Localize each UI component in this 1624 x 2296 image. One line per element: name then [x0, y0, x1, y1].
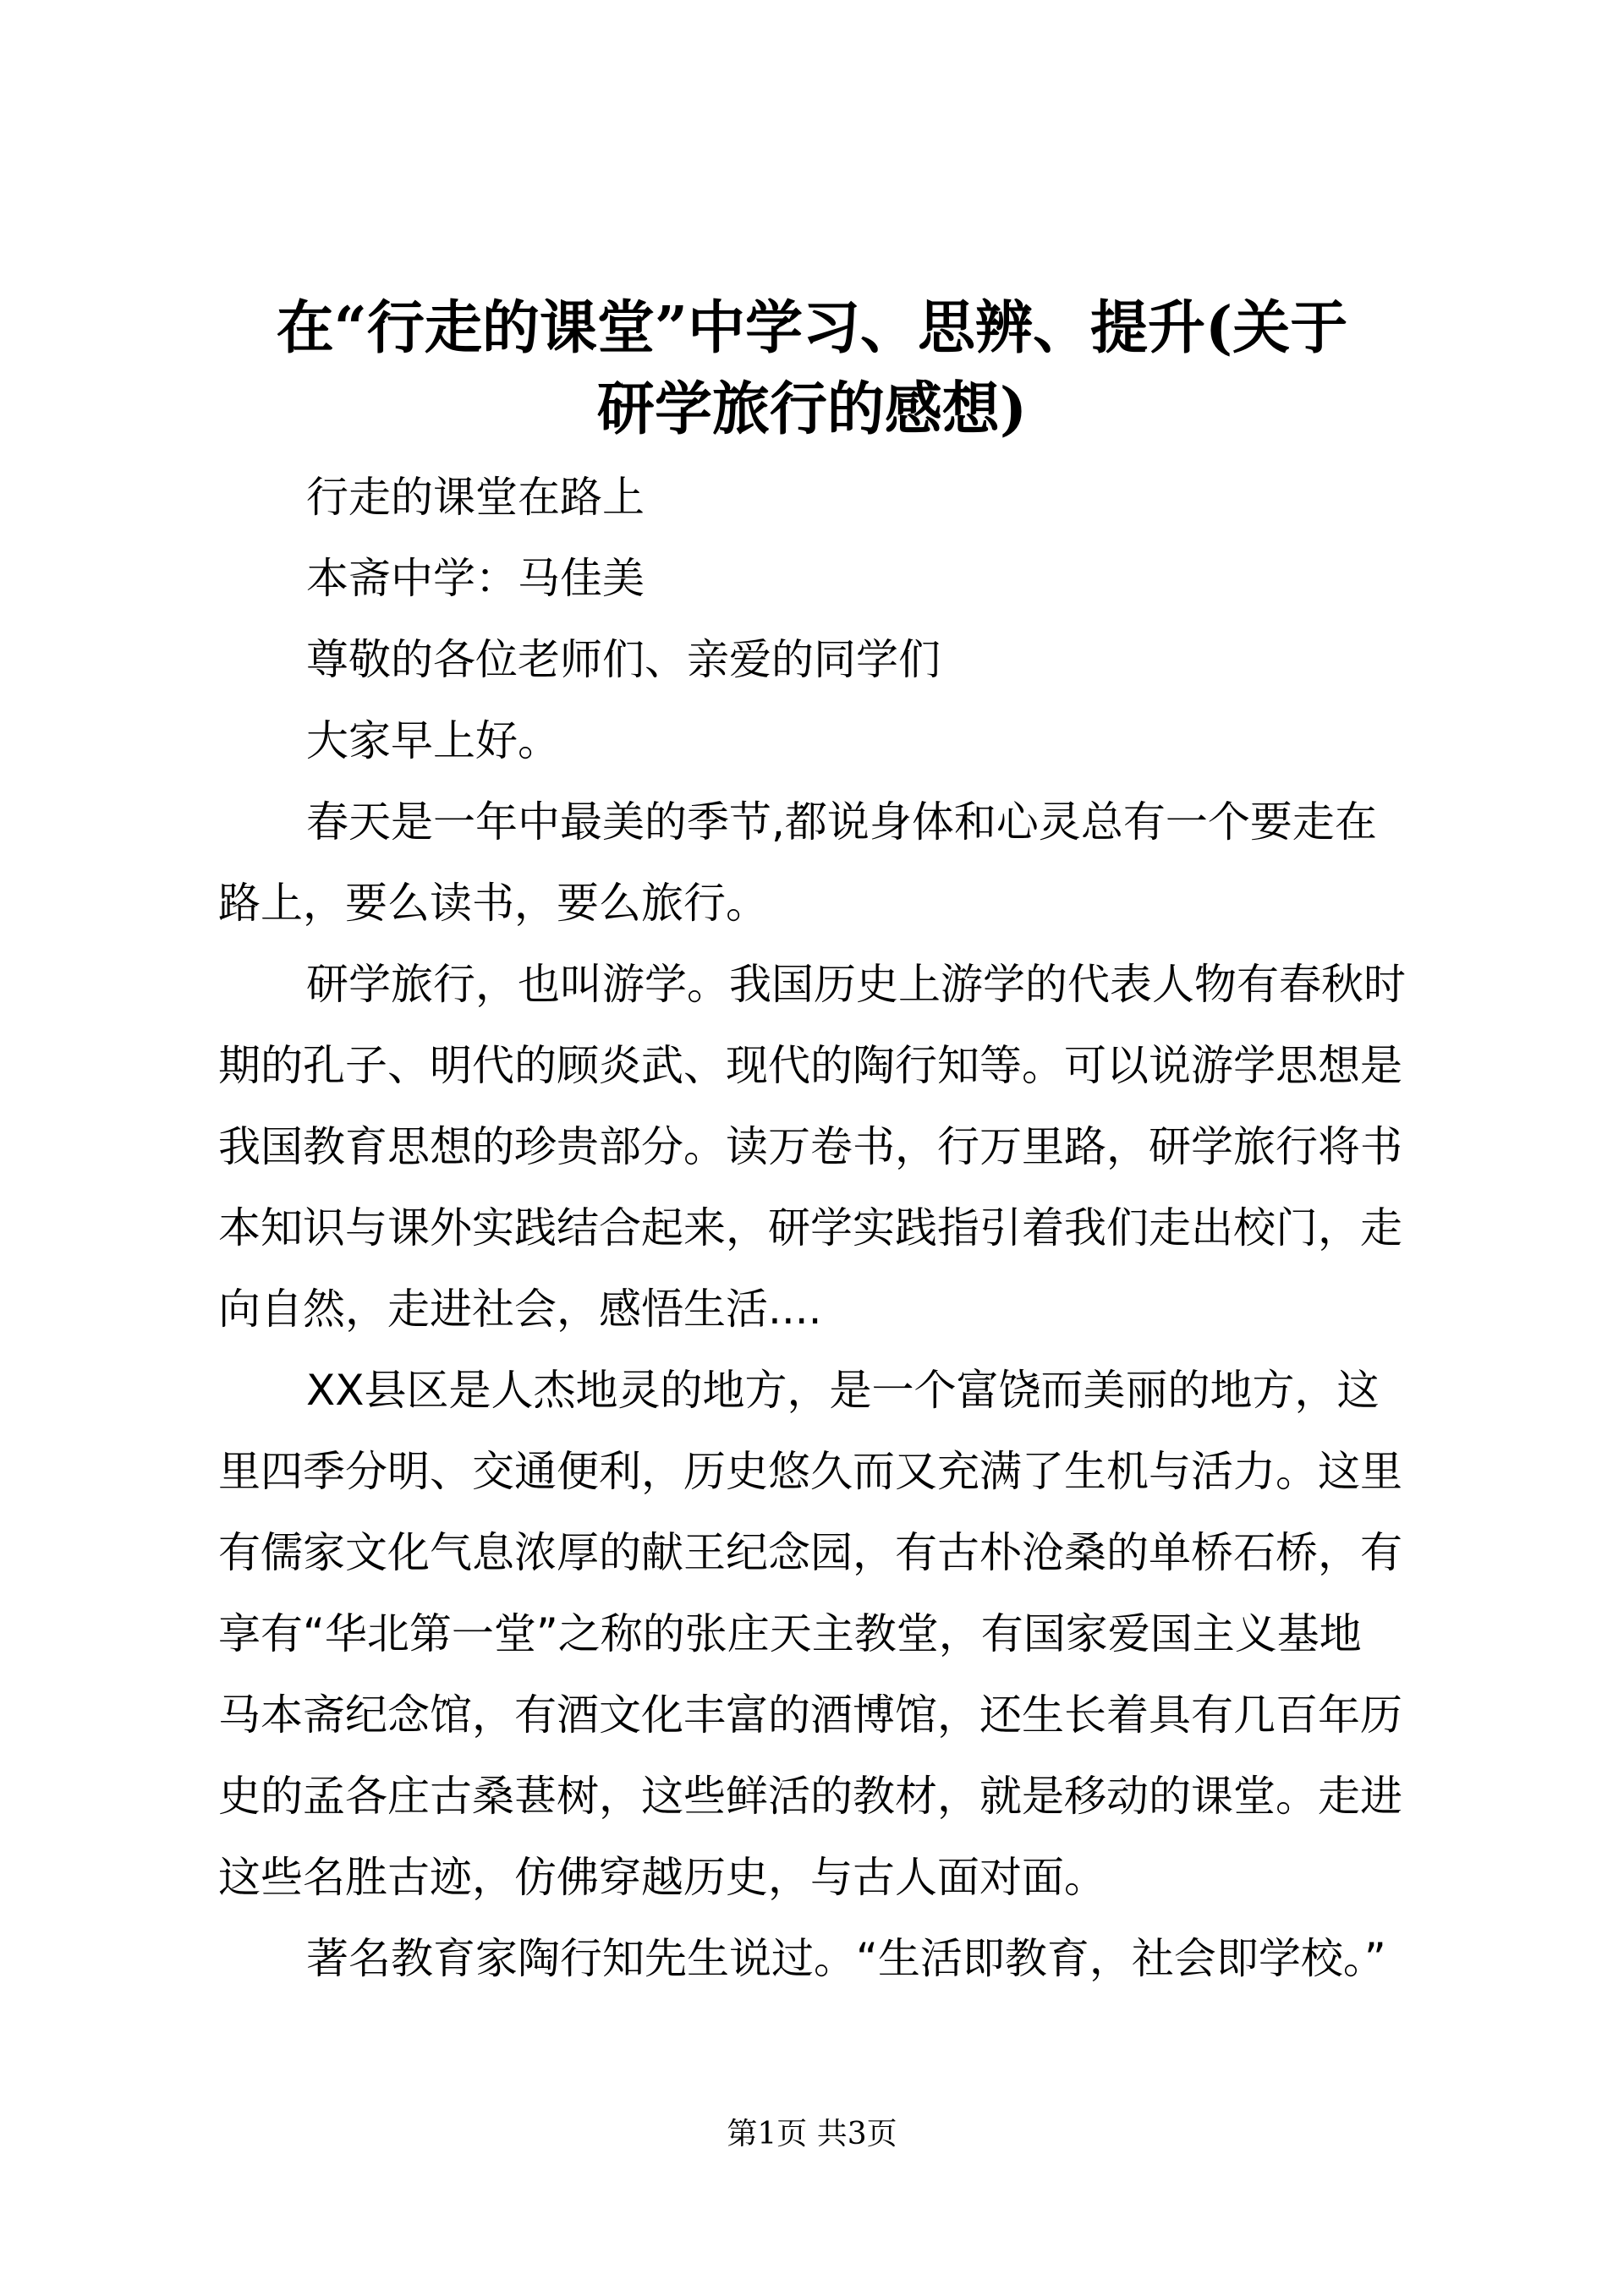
body-line: 尊敬的各位老师们、亲爱的同学们	[306, 635, 941, 684]
body-line: 有儒家文化气息浓厚的献王纪念园，有古朴沧桑的单桥石桥，有	[218, 1528, 1402, 1577]
body-line: 本知识与课外实践结合起来，研学实践指引着我们走出校门，走	[218, 1203, 1402, 1252]
body-line: 里四季分明、交通便利，历史悠久而又充满了生机与活力。这里	[218, 1447, 1402, 1496]
body-line: 著名教育家陶行知先生说过。“生活即教育，社会即学校。”	[306, 1934, 1386, 1983]
body-line: 这些名胜古迹，仿佛穿越历史，与古人面对面。	[218, 1853, 1106, 1902]
body-line: 路上，要么读书，要么旅行。	[218, 879, 768, 928]
body-line: 行走的课堂在路上	[306, 473, 645, 522]
page-footer: 第1页 共3页	[727, 2117, 897, 2151]
body-line: 享有“华北第一堂”之称的张庄天主教堂，有国家爱国主义基地	[218, 1609, 1362, 1658]
document-title-line-1: 在“行走的课堂”中学习、思辨、提升(关于	[276, 294, 1348, 362]
body-line: 大家早上好。	[306, 716, 560, 765]
body-line: 史的孟各庄古桑葚树，这些鲜活的教材，就是移动的课堂。走进	[218, 1772, 1402, 1821]
body-line: 春天是一年中最美的季节,都说身体和心灵总有一个要走在	[306, 797, 1377, 847]
body-line: 本斋中学：马佳美	[306, 554, 645, 603]
document-title-line-2: 研学旅行的感想)	[596, 375, 1028, 443]
body-line: 期的孔子、明代的顾炎武、现代的陶行知等。可以说游学思想是	[218, 1041, 1402, 1090]
body-line: 向自然，走进社会，感悟生活....	[218, 1285, 822, 1334]
body-line: 研学旅行，也叫游学。我国历史上游学的代表人物有春秋时	[306, 960, 1406, 1009]
body-line: 我国教育思想的珍贵部分。读万卷书，行万里路，研学旅行将书	[218, 1122, 1402, 1171]
body-line: XX县区是人杰地灵的地方，是一个富饶而美丽的地方，这	[306, 1366, 1380, 1415]
body-line: 马本斋纪念馆，有酒文化丰富的酒博馆，还生长着具有几百年历	[218, 1690, 1402, 1740]
